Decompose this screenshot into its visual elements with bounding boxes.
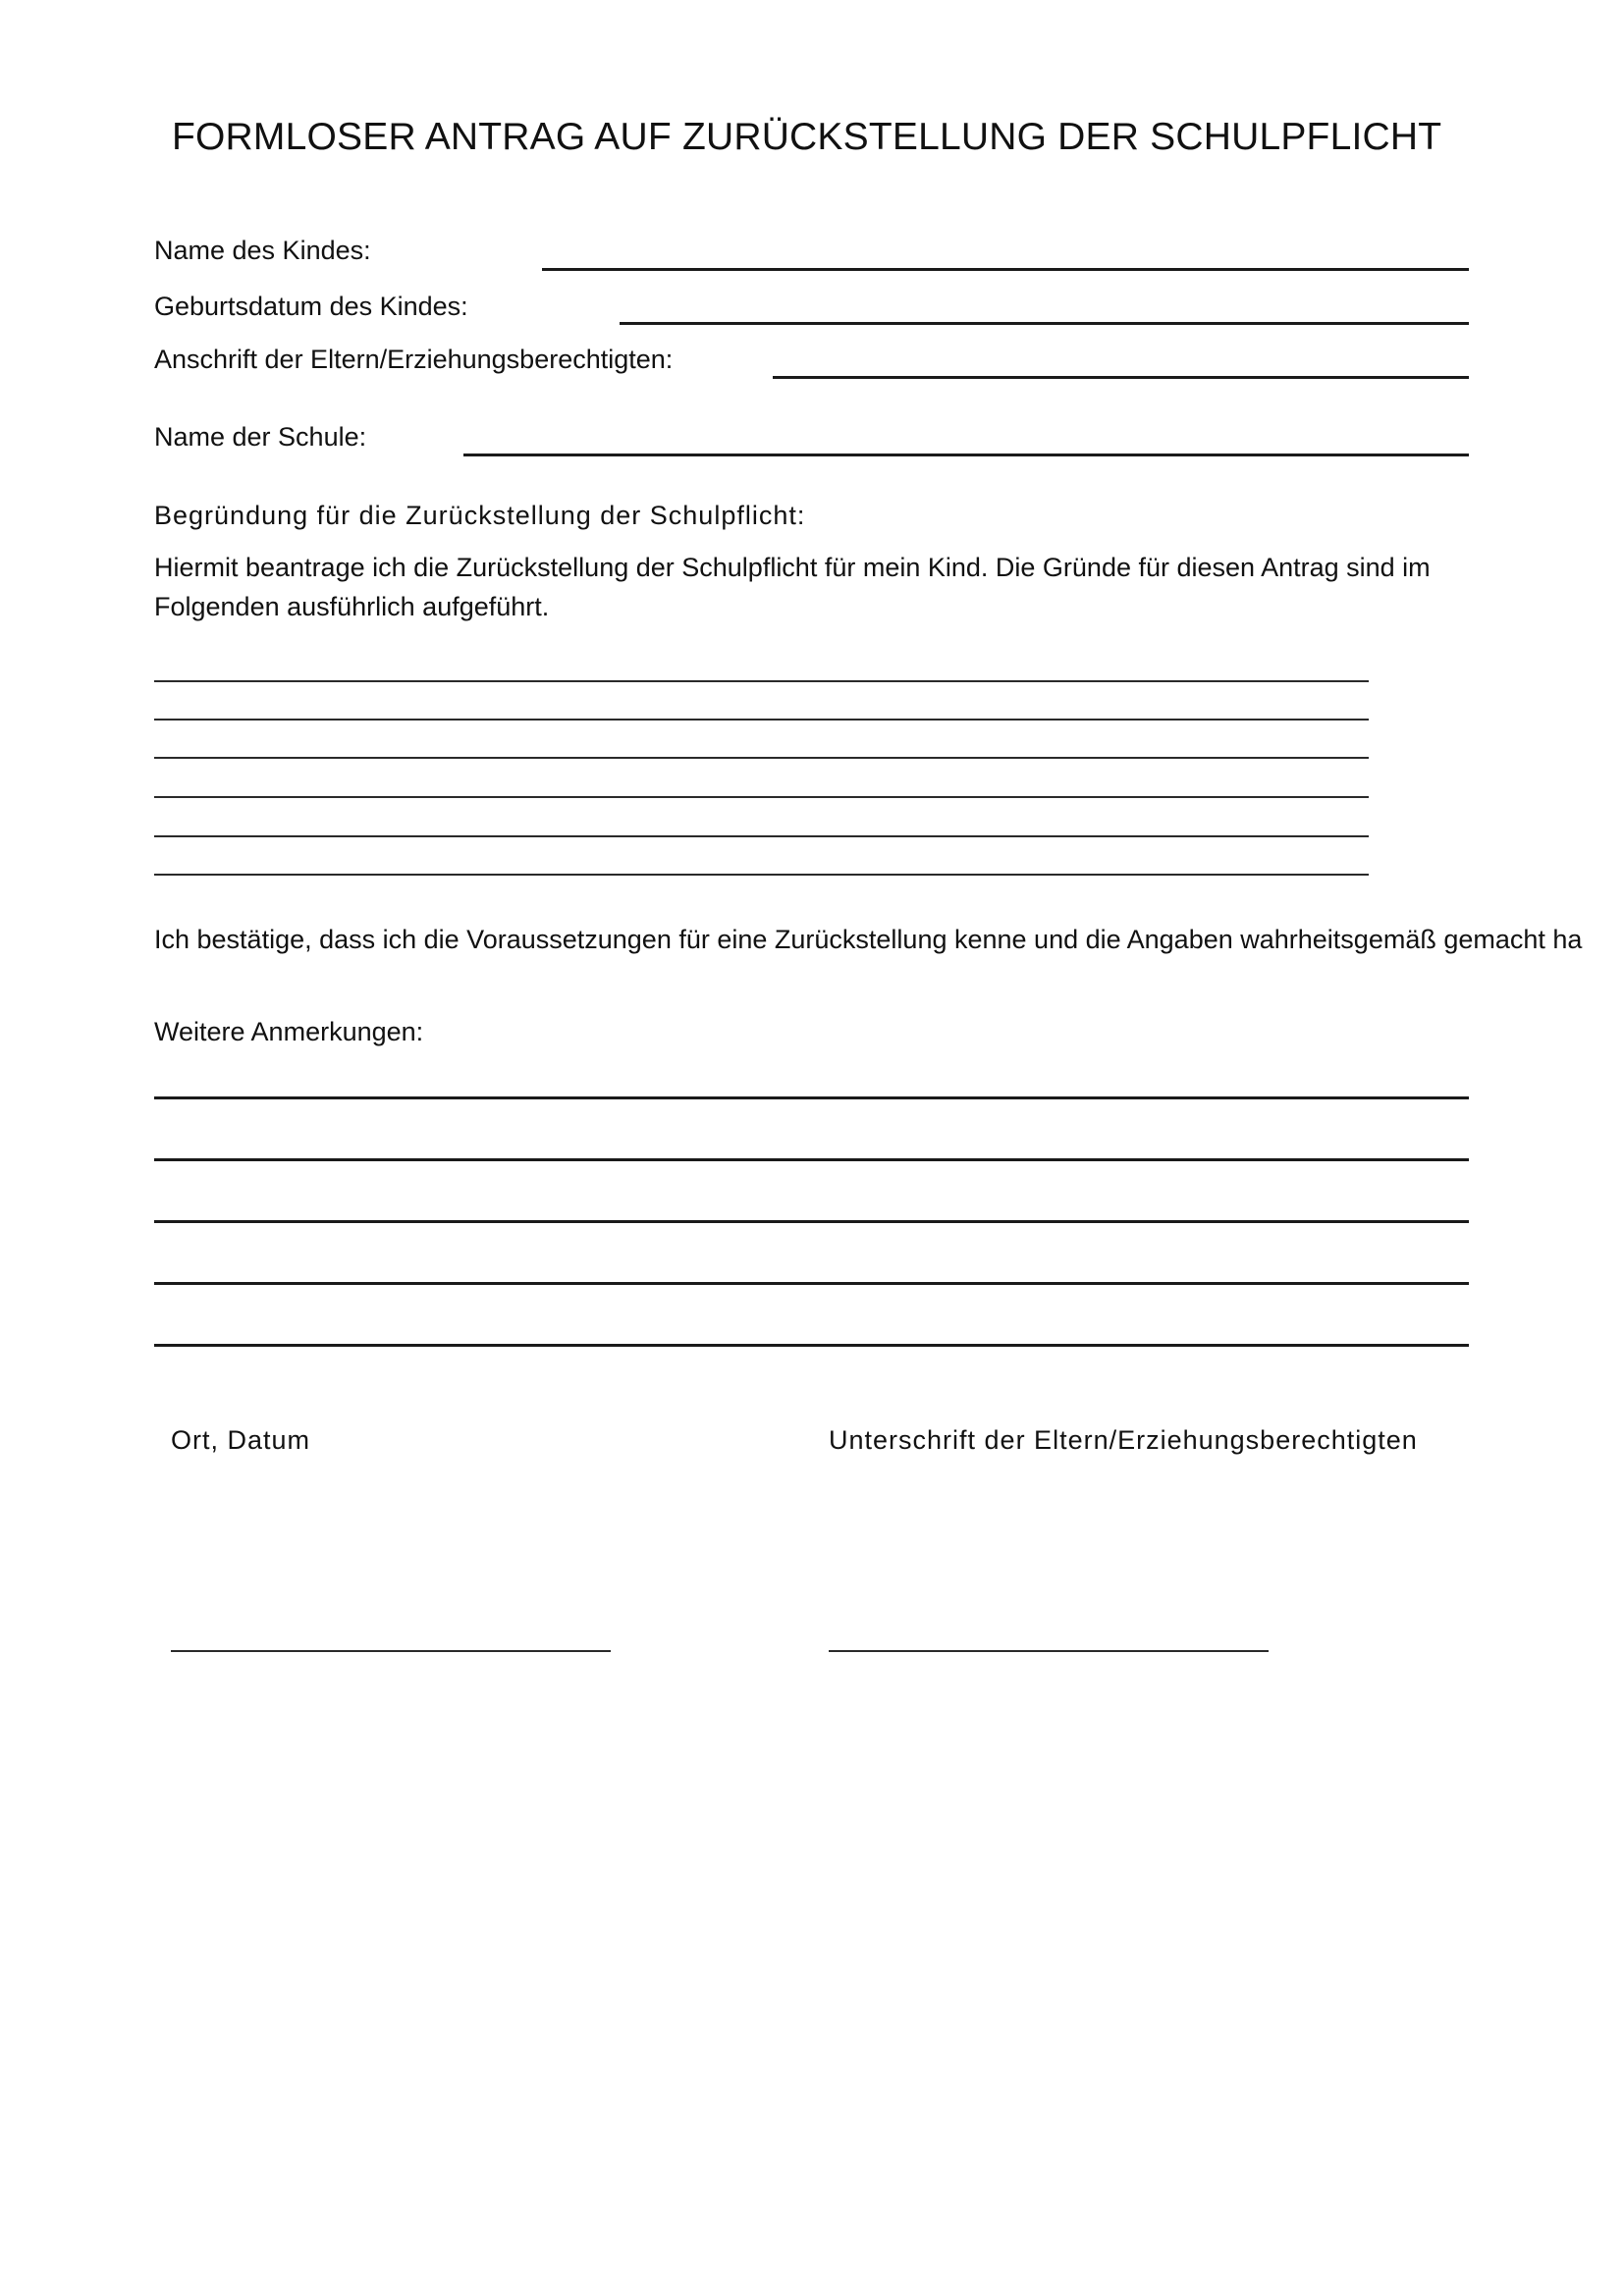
reason-heading: Begründung für die Zurückstellung der Schulpflicht: [154, 501, 806, 530]
place-date-line[interactable] [171, 1650, 611, 1652]
reason-line-1[interactable] [154, 680, 1369, 682]
parent-signature-label: Unterschrift der Eltern/Erziehungsberechtigten [829, 1425, 1418, 1455]
remarks-label: Weitere Anmerkungen: [154, 1017, 424, 1046]
parent-address-label: Anschrift der Eltern/Erziehungsberechtigten: [154, 345, 674, 374]
remarks-line-2[interactable] [154, 1158, 1469, 1161]
reason-line-6[interactable] [154, 874, 1369, 876]
reason-text: Hiermit beantrage ich die Zurückstellung der Schulpflicht für mein Kind. Die Gründe für diesen Antrag sind im Folgenden ausführlich aufgeführt. [154, 553, 1431, 621]
reason-line-2[interactable] [154, 719, 1369, 721]
parent-signature-line[interactable] [829, 1650, 1269, 1652]
reason-line-5[interactable] [154, 835, 1369, 837]
place-date-label: Ort, Datum [171, 1425, 311, 1455]
parent-address-field[interactable] [773, 376, 1469, 379]
reason-line-4[interactable] [154, 796, 1369, 798]
reason-line-3[interactable] [154, 757, 1369, 759]
remarks-line-3[interactable] [154, 1220, 1469, 1223]
child-name-label: Name des Kindes: [154, 236, 371, 265]
school-name-field[interactable] [463, 454, 1469, 456]
document-title: FORMLOSER ANTRAG AUF ZURÜCKSTELLUNG DER SCHULPFLICHT [172, 116, 1442, 158]
confirmation-text: Ich bestätige, dass ich die Voraussetzungen für eine Zurückstellung kenne und die Angaben wahrheitsgemäß gemacht ha [154, 925, 1583, 954]
remarks-line-5[interactable] [154, 1344, 1469, 1347]
birth-date-field[interactable] [620, 322, 1469, 325]
child-name-field[interactable] [542, 268, 1469, 271]
birth-date-label: Geburtsdatum des Kindes: [154, 292, 468, 321]
remarks-line-4[interactable] [154, 1282, 1469, 1285]
remarks-line-1[interactable] [154, 1096, 1469, 1099]
school-name-label: Name der Schule: [154, 422, 367, 452]
